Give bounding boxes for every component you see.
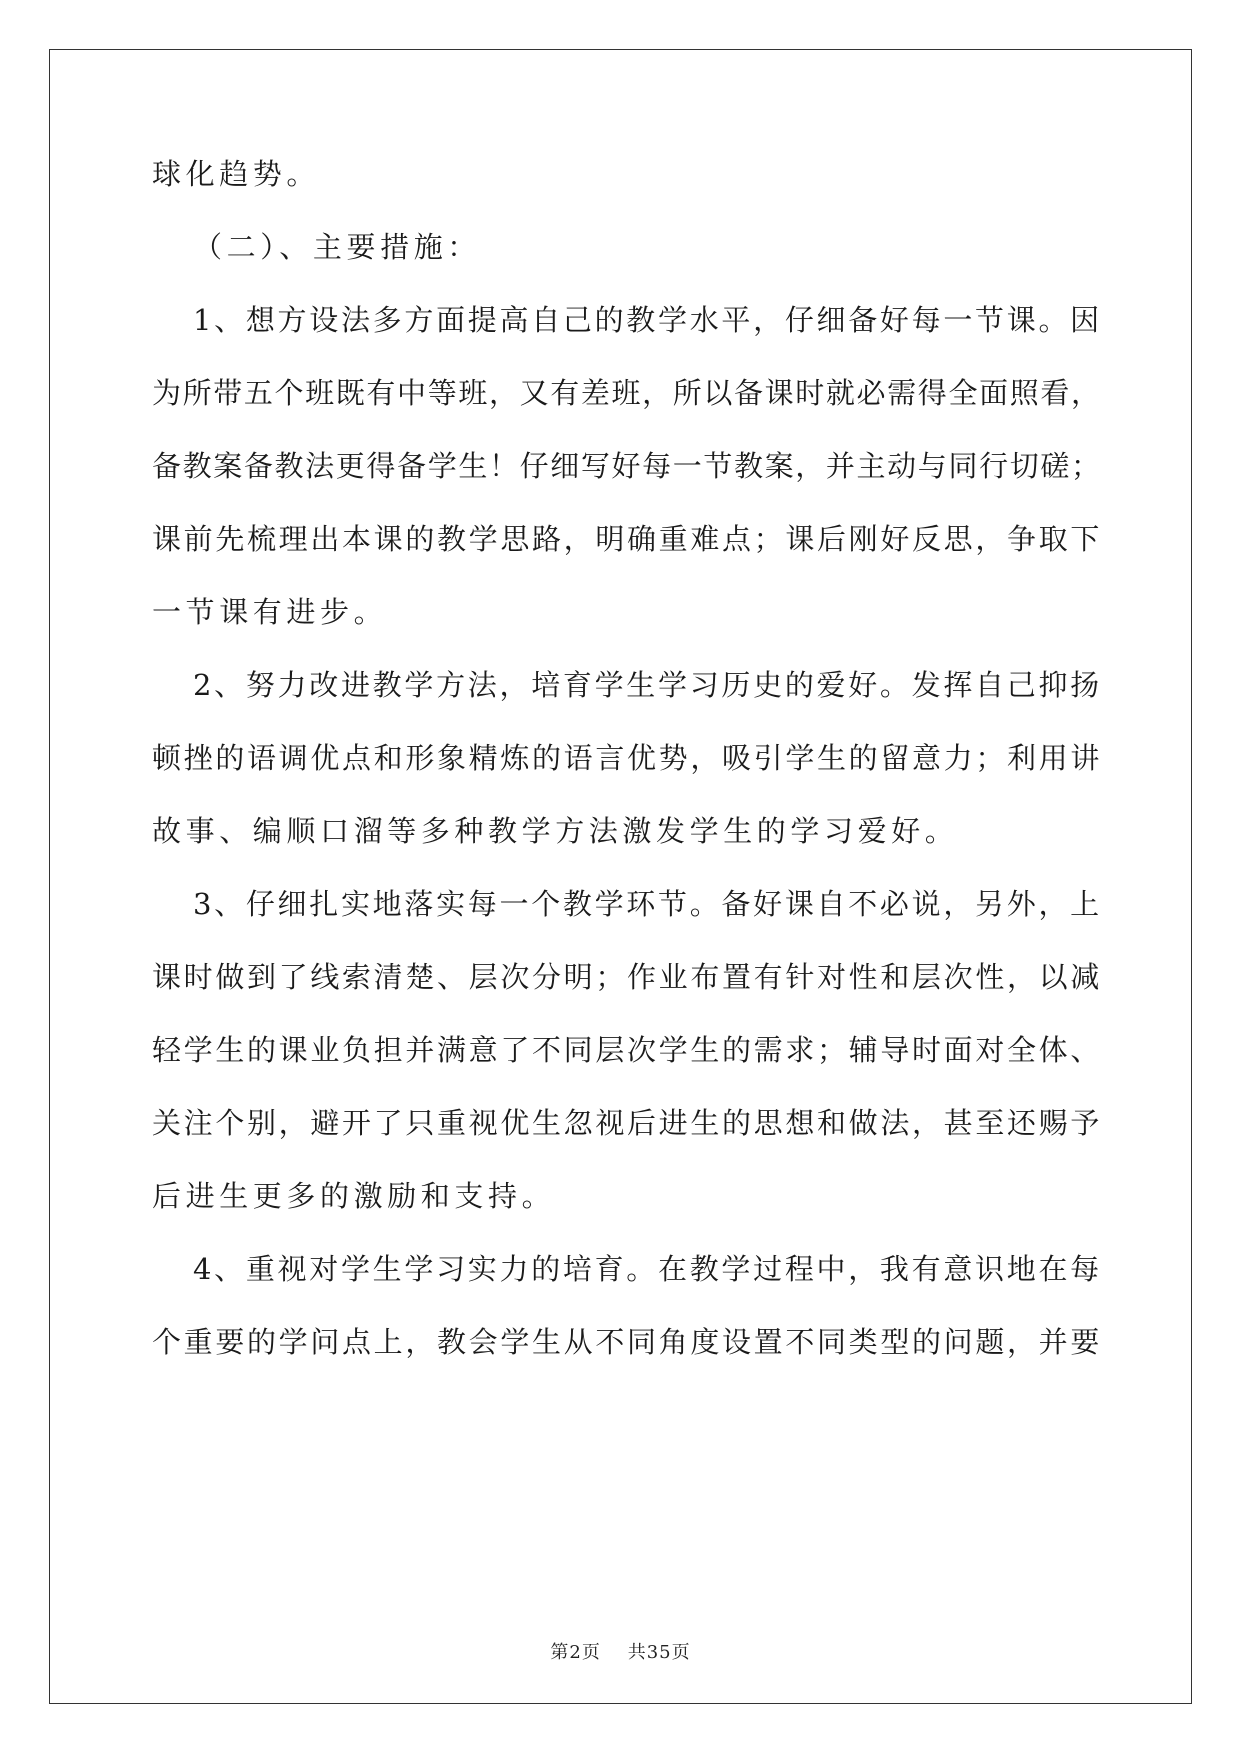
text-line: 顿挫的语调优点和形象精炼的语言优势，吸引学生的留意力；利用讲 [152, 741, 1103, 775]
section-heading: （二）、主要措施： [193, 230, 481, 264]
text-line: 课前先梳理出本课的教学思路，明确重难点；课后刚好反思，争取下 [152, 522, 1103, 556]
page-number: 第2页 [550, 1642, 601, 1663]
text-line: 3、仔细扎实地落实每一个教学环节。备好课自不必说，另外，上 [193, 887, 1102, 921]
text-line: 一节课有进步。 [152, 595, 388, 629]
page-footer [0, 1638, 1241, 1664]
text-line: 轻学生的课业负担并满意了不同层次学生的需求；辅导时面对全体、 [152, 1033, 1103, 1067]
text-line: 为所带五个班既有中等班，又有差班，所以备课时就必需得全面照看， [152, 376, 1102, 410]
text-line: 关注个别，避开了只重视优生忽视后进生的思想和做法，甚至还赐予 [152, 1106, 1103, 1140]
page-border [49, 49, 1192, 1704]
text-line: 2、努力改进教学方法，培育学生学习历史的爱好。发挥自己抑扬 [193, 668, 1102, 702]
text-line: 4、重视对学生学习实力的培育。在教学过程中，我有意识地在每 [193, 1252, 1102, 1286]
text-line: 后进生更多的激励和支持。 [152, 1179, 556, 1213]
text-line: 1、想方设法多方面提高自己的教学水平，仔细备好每一节课。因 [193, 303, 1102, 337]
text-line: 个重要的学问点上，教会学生从不同角度设置不同类型的问题，并要 [152, 1325, 1103, 1359]
text-line: 球化趋势。 [152, 157, 321, 191]
page-total: 共35页 [627, 1642, 691, 1663]
text-line: 课时做到了线索清楚、层次分明；作业布置有针对性和层次性，以减 [152, 960, 1103, 994]
text-line: 故事、编顺口溜等多种教学方法激发学生的学习爱好。 [152, 814, 959, 848]
text-line: 备教案备教法更得备学生！仔细写好每一节教案，并主动与同行切磋； [152, 449, 1102, 483]
